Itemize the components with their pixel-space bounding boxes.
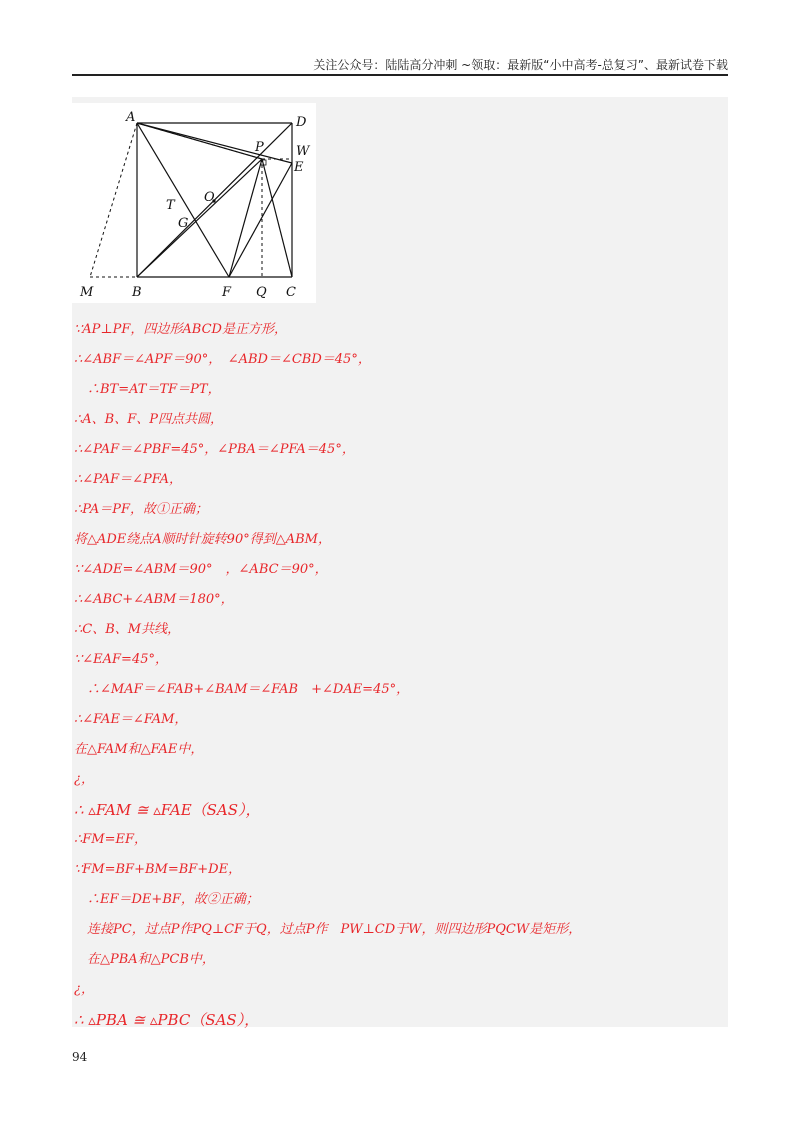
- solution-line-3: ∴BT=AT＝TF＝PT，: [74, 382, 221, 397]
- solution-line-22: 在△PBA和△PCB中，: [74, 952, 215, 967]
- segment-pc: [262, 159, 292, 277]
- segment-fe: [229, 163, 292, 277]
- geometry-figure: [72, 103, 316, 303]
- solution-line-2: ∴∠ABF＝∠APF＝90°， ∠ABD＝∠CBD＝45°，: [74, 352, 371, 367]
- solution-line-7: ∴PA＝PF，故①正确；: [74, 502, 208, 517]
- solution-line-16: ¿，: [74, 772, 94, 787]
- page-header: 关注公众号：陆陆高分冲刺 ~领取：最新版“小中高考-总复习”、最新试卷下载: [313, 58, 728, 72]
- segment-bp: [137, 159, 262, 277]
- solution-line-17: ∴ ▵FAM ≅ ▵FAE（SAS），: [74, 801, 261, 819]
- solution-line-9: ∵∠ADE=∠ABM＝90° ，∠ABC＝90°，: [74, 562, 328, 577]
- solution-line-1: ∵AP⊥PF，四边形ABCD是正方形，: [74, 322, 287, 337]
- solution-line-4: ∴A、B、F、P四点共圆，: [74, 412, 223, 427]
- label-g: G: [178, 216, 189, 231]
- label-w: W: [296, 144, 310, 159]
- solution-content: [72, 97, 728, 1027]
- solution-line-18: ∴FM=EF，: [74, 832, 148, 847]
- segment-pf: [229, 159, 262, 277]
- solution-line-6: ∴∠PAF＝∠PFA，: [74, 472, 183, 487]
- label-f: F: [222, 285, 232, 300]
- solution-line-10: ∴∠ABC+∠ABM＝180°，: [74, 592, 234, 607]
- label-d: D: [296, 115, 307, 130]
- solution-line-19: ∵FM=BF+BM=BF+DE，: [74, 862, 242, 877]
- solution-line-13: ∴∠MAF＝∠FAB+∠BAM＝∠FAB +∠DAE=45°，: [74, 682, 410, 697]
- solution-line-15: 在△FAM和△FAE中，: [74, 742, 204, 757]
- solution-line-8: 将△ADE绕点A顺时针旋转90°得到△ABM，: [74, 532, 331, 547]
- geometry-diagram: [72, 103, 316, 303]
- solution-line-14: ∴∠FAE＝∠FAM，: [74, 712, 188, 727]
- label-b: B: [132, 285, 142, 300]
- solution-line-5: ∴∠PAF＝∠PBF=45°，∠PBA＝∠PFA＝45°，: [74, 442, 355, 457]
- label-m: M: [80, 285, 94, 300]
- solution-line-12: ∵∠EAF=45°，: [74, 652, 168, 667]
- label-a: A: [126, 110, 136, 125]
- page-number: 94: [72, 1050, 88, 1064]
- label-p: P: [255, 140, 264, 155]
- solution-line-23: ¿，: [74, 982, 94, 997]
- segment-ae: [137, 123, 292, 163]
- header-rule: [72, 74, 728, 76]
- label-q: Q: [256, 285, 267, 300]
- label-t: T: [166, 198, 175, 213]
- label-c: C: [286, 285, 296, 300]
- solution-lines: [74, 315, 724, 1035]
- segment-am: [90, 123, 137, 277]
- solution-line-11: ∴C、B、M共线，: [74, 622, 181, 637]
- solution-line-24: ∴ ▵PBA ≅ ▵PBC（SAS），: [74, 1011, 260, 1029]
- solution-line-21: 连接PC，过点P作PQ⊥CF于Q，过点P作 PW⊥CD于W，则四边形PQCW是矩形，: [74, 922, 582, 937]
- label-e: E: [294, 160, 304, 175]
- solution-line-20: ∴EF＝DE+BF，故②正确；: [74, 892, 259, 907]
- label-o: O: [204, 190, 215, 205]
